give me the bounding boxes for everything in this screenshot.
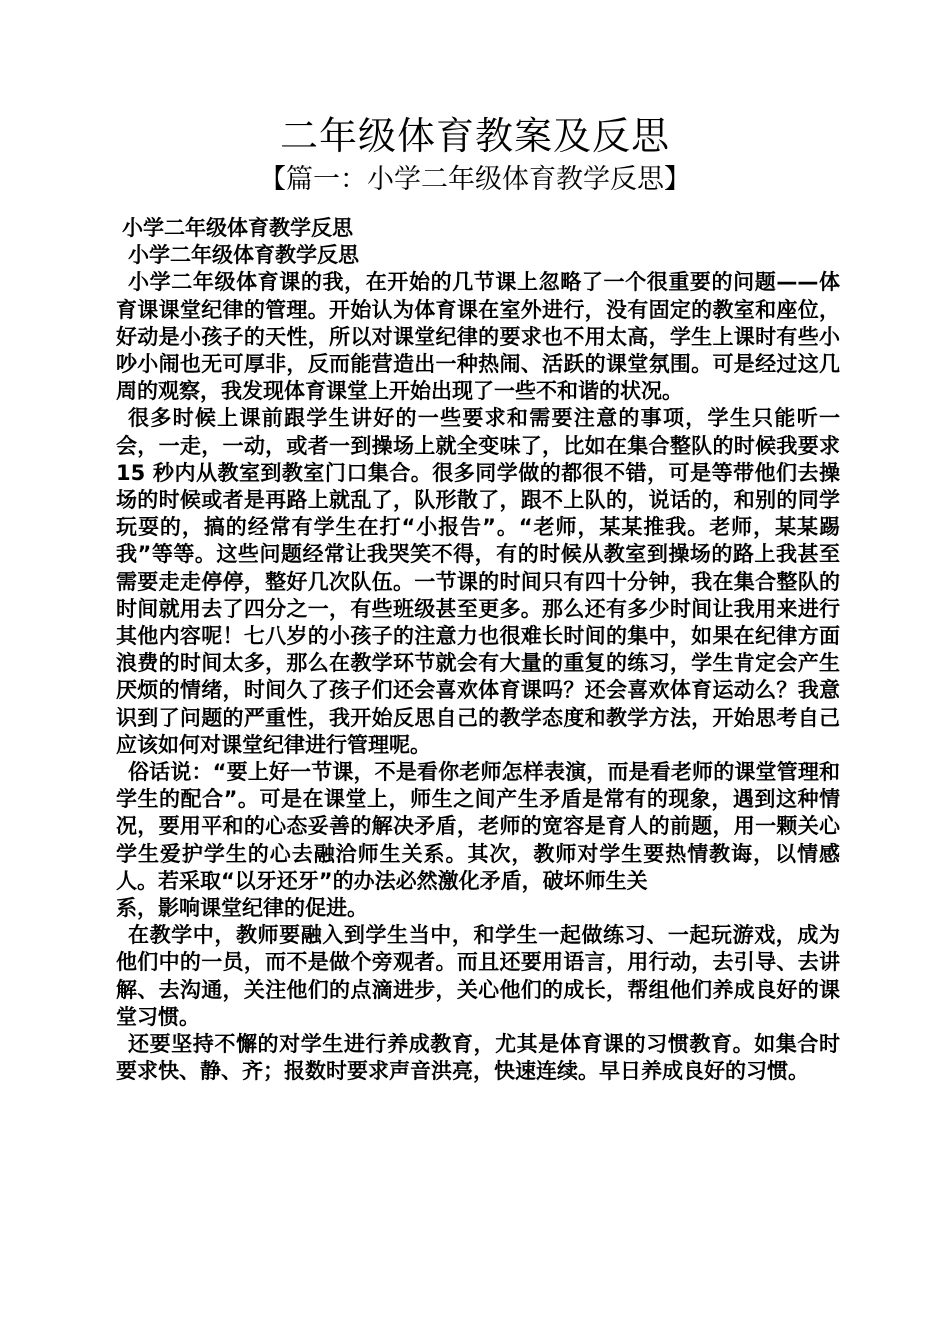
body-paragraph-continued: 系，影响课堂纪律的促进。 <box>116 896 368 921</box>
body-paragraph: 小学二年级体育课的我，在开始的几节课上忽略了一个很重要的问题——体育课课堂纪律的管理。开始认为体育课在室外进行，没有固定的教室和座位，好动是小孩子的天性，所以对课堂纪律的要求也不用太高，学生上课时有些小吵小闹也无可厚非，反而能营造出一种热闹、活跃的课堂氛围。可是经过这几周的观察，我发现体育课堂上开始出现了一些不和谐的状况。 <box>116 270 840 404</box>
document-subtitle: 【篇一：小学二年级体育教学反思】 <box>259 164 691 195</box>
body-paragraph: 还要坚持不懈的对学生进行养成教育，尤其是体育课的习惯教育。如集合时要求快、静、齐；报数时要求声音洪亮，快速连续。早日养成良好的习惯。 <box>116 1032 840 1084</box>
document-body <box>116 215 840 1086</box>
section-heading: 小学二年级体育教学反思 <box>122 216 353 240</box>
document-title: 二年级体育教案及反思 <box>279 114 670 158</box>
body-paragraph: 俗话说：“要上好一节课，不是看你老师怎样表演，而是看老师的课堂管理和学生的配合”。可是在课堂上，师生之间产生矛盾是常有的现象，遇到这种情况，要用平和的心态妥善的解决矛盾，老师的宽容是育人的前题，用一颗关心学生爱护学生的心去融洽师生关系。其次，教师对学生要热情教诲，以情感人。若采取“以牙还牙”的办法必然激化矛盾，破坏师生关 <box>116 760 840 893</box>
body-paragraph: 在教学中，教师要融入到学生当中，和学生一起做练习、一起玩游戏，成为他们中的一员，而不是做个旁观者。而且还要用语言，用行动，去引导、去讲解、去沟通，关注他们的点滴进步，关心他们的成长，帮组他们养成良好的课堂习惯。 <box>116 923 840 1029</box>
article-heading: 小学二年级体育教学反思 <box>128 243 359 268</box>
body-paragraph: 很多时候上课前跟学生讲好的一些要求和需要注意的事项，学生只能听一会，一走，一动，或者一到操场上就全变味了，比如在集合整队的时候我要求 15 秒内从教室到教室门口集合。很多同学做的都很不错，可是等带他们去操场的时候或者是再路上就乱了，队形散了，跟不上队的，说话的，和别的同学玩耍的，搞的经常有学生在打“小报告”。“老师，某某推我。老师，某某踢我”等等。这些问题经常让我哭笑不得，有的时候从教室到操场的路上我甚至需要走走停停，整好几次队伍。一节课的时间只有四十分钟，我在集合整队的时间就用去了四分之一，有些班级甚至更多。那么还有多少时间让我用来进行其他内容呢！七八岁的小孩子的注意力也很难长时间的集中，如果在纪律方面浪费的时间太多，那么在教学环节就会有大量的重复的练习，学生肯定会产生厌烦的情绪，时间久了孩子们还会喜欢体育课吗？还会喜欢体育运动么？我意识到了问题的严重性，我开始反思自己的教学态度和教学方法，开始思考自己应该如何对课堂纪律进行管理呢。 <box>116 406 840 757</box>
